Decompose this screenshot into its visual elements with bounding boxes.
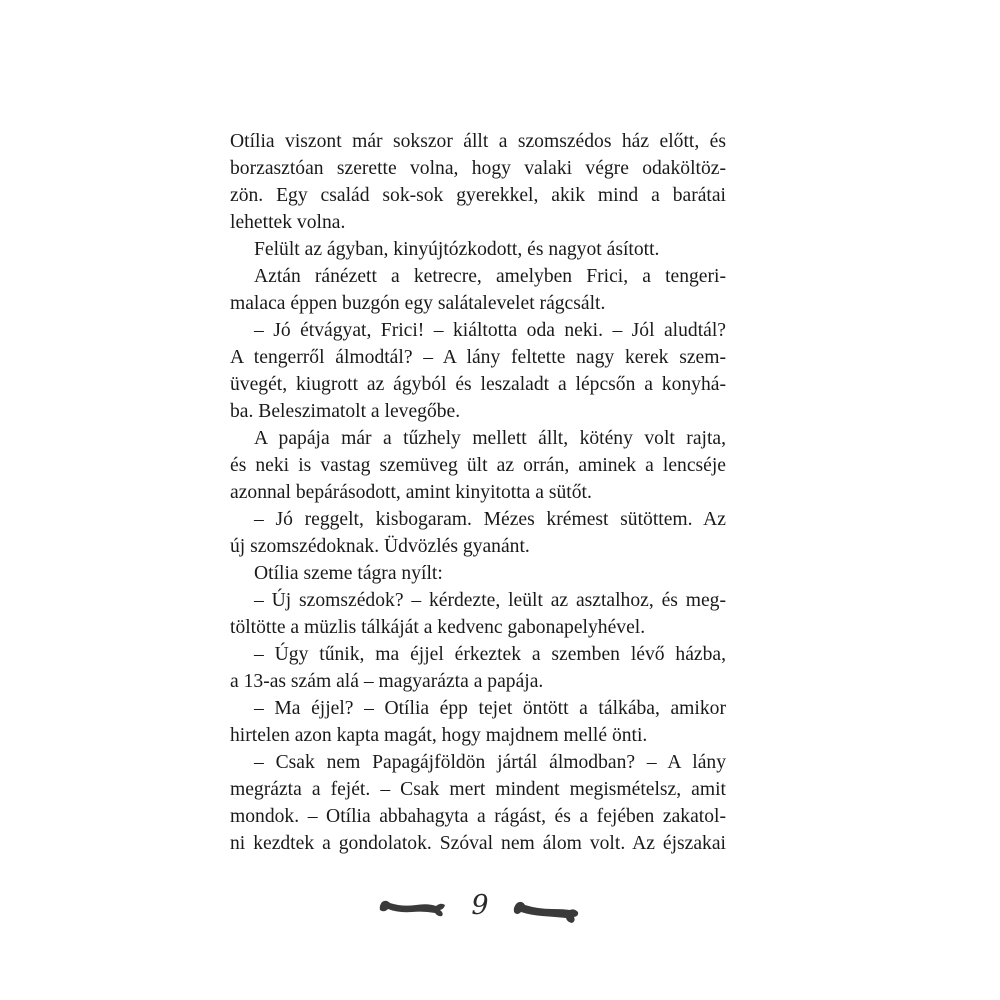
text-line: A papája már a tűzhely mellett állt, kötény volt rajta, <box>254 428 726 449</box>
text-line: – Jó reggelt, kisbogaram. Mézes krémest sütöttem. Az <box>254 509 726 530</box>
text-line: Aztán ránézett a ketrecre, amelyben Frici, a tengeri- <box>254 266 726 287</box>
text-line: mondok. – Otília abbahagyta a rágást, és a fejében zakatol- <box>230 806 726 827</box>
text-line: malaca éppen buzgón egy salátalevelet rágcsált. <box>230 293 606 314</box>
text-line: Felült az ágyban, kinyújtózkodott, és nagyot ásított. <box>254 239 660 260</box>
text-line: töltötte a müzlis tálkáját a kedvenc gabonapelyhével. <box>230 617 646 638</box>
text-line: Otília viszont már sokszor állt a szomszédos ház előtt, és <box>230 131 726 152</box>
text-line: üvegét, kiugrott az ágyból és leszaladt a lépcsőn a konyhá- <box>230 374 726 395</box>
text-line: – Ma éjjel? – Otília épp tejet öntött a tálkába, amikor <box>254 698 726 719</box>
text-line: – Úgy tűnik, ma éjjel érkeztek a szemben lévő házba, <box>254 644 726 665</box>
text-line: borzasztóan szerette volna, hogy valaki végre odaköltöz- <box>230 158 726 179</box>
page-number: 9 <box>471 890 489 921</box>
text-line: és neki is vastag szemüveg ült az orrán, aminek a lencséje <box>230 455 726 476</box>
text-line: új szomszédoknak. Üdvözlés gyanánt. <box>230 536 530 557</box>
text-line: A tengerről álmodtál? – A lány feltette nagy kerek szem- <box>230 347 726 368</box>
text-line: ba. Beleszimatolt a levegőbe. <box>230 401 461 422</box>
text-line: azonnal bepárásodott, amint kinyitotta a sütőt. <box>230 482 592 503</box>
text-line: zön. Egy család sok-sok gyerekkel, akik mind a barátai <box>230 185 726 206</box>
text-line: megrázta a fejét. – Csak mert mindent megismételsz, amit <box>230 779 726 800</box>
text-line: – Új szomszédok? – kérdezte, leült az asztalhoz, és meg- <box>254 590 726 611</box>
text-line: Otília szeme tágra nyílt: <box>254 563 443 584</box>
page-footer <box>378 888 582 928</box>
text-line: a 13-as szám alá – magyarázta a papája. <box>230 671 544 692</box>
bone-ornament-icon <box>512 888 580 928</box>
text-line: hirtelen azon kapta magát, hogy majdnem mellé önti. <box>230 725 648 746</box>
bone-ornament-icon <box>378 888 446 928</box>
text-line: lehettek volna. <box>230 212 346 233</box>
text-line: – Csak nem Papagájföldön jártál álmodban? – A lány <box>254 752 726 773</box>
text-line: – Jó étvágyat, Frici! – kiáltotta oda neki. – Jól aludtál? <box>254 320 726 341</box>
text-line: ni kezdtek a gondolatok. Szóval nem álom volt. Az éjszakai <box>230 833 726 854</box>
